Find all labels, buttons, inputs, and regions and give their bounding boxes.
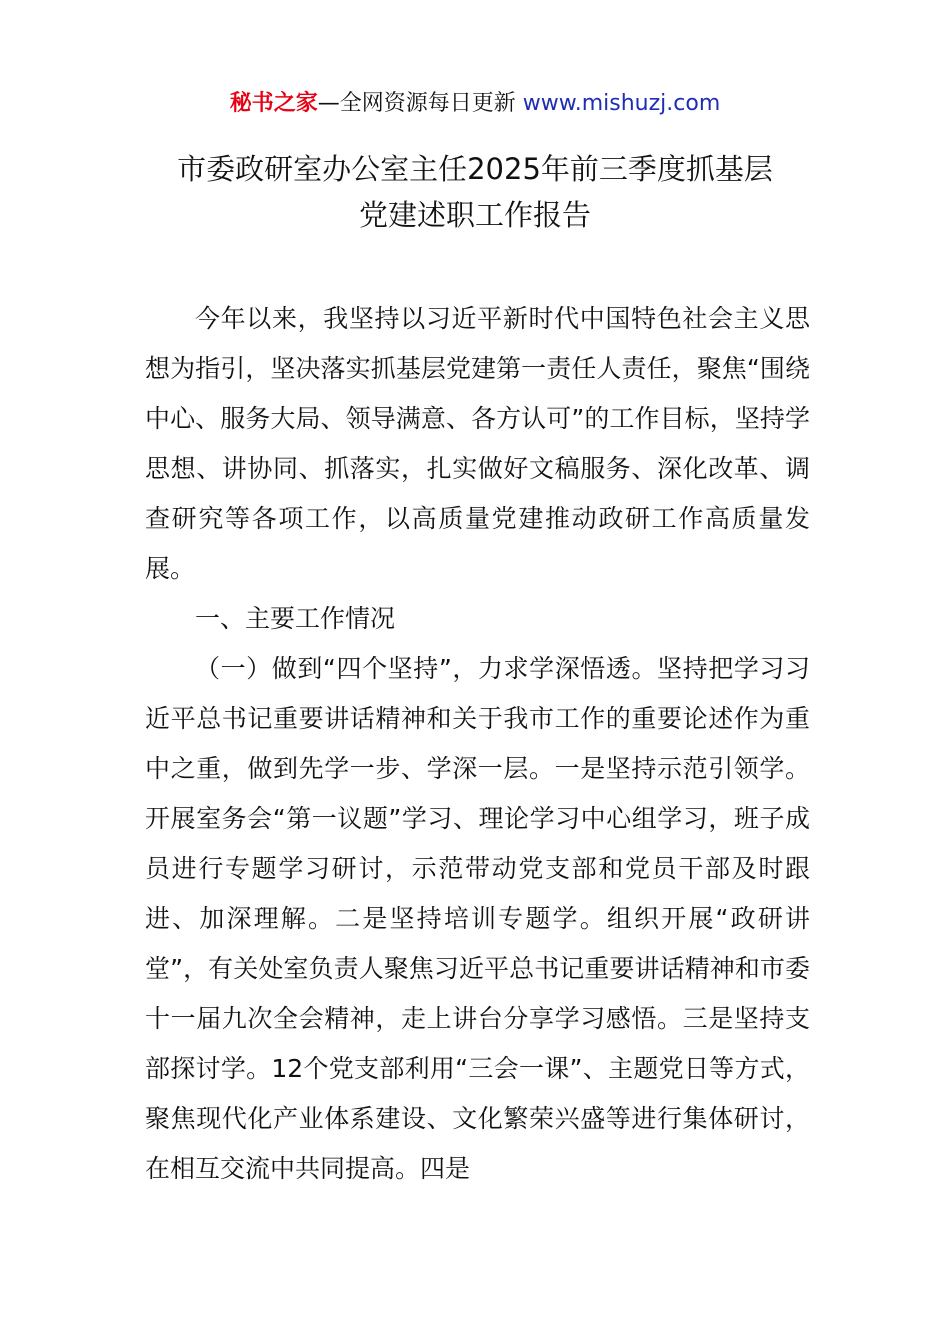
document-title: [100, 146, 850, 238]
document-body: [145, 294, 810, 1194]
intro-paragraph: 今年以来，我坚持以习近平新时代中国特色社会主义思想为指引，坚决落实抓基层党建第一责任人责任，聚焦“围绕中心、服务大局、领导满意、各方认可”的工作目标，坚持学思想、讲协同、抓落实，扎实做好文稿服务、深化改革、调查研究等各项工作，以高质量党建推动政研工作高质量发展。: [145, 304, 810, 583]
header-banner: [0, 86, 950, 122]
brand-name: 秘书之家: [229, 91, 318, 116]
banner-tagline: —全网资源每日更新: [317, 91, 516, 116]
section-heading: 一、主要工作情况: [195, 604, 396, 633]
title-line-2: 党建述职工作报告: [358, 198, 591, 232]
body-paragraph: （一）做到“四个坚持”，力求学深悟透。坚持把学习习近平总书记重要讲话精神和关于我市工作的重要论述作为重中之重，做到先学一步、学深一层。一是坚持示范引领学。开展室务会“第一议题”学习、理论学习中心组学习，班子成员进行专题学习研讨，示范带动党支部和党员干部及时跟进、加深理解。二是坚持培训专题学。组织开展“政研讲堂”，有关处室负责人聚焦习近平总书记重要讲话精神和市委十一届九次全会精神，走上讲台分享学习感悟。三是坚持支部探讨学。12个党支部利用“三会一课”、主题党日等方式，聚焦现代化产业体系建设、文化繁荣兴盛等进行集体研讨，在相互交流中共同提高。四是: [145, 654, 810, 1183]
site-url-link[interactable]: www.mishuzj.com: [522, 91, 721, 116]
title-line-1: 市委政研室办公室主任2025年前三季度抓基层: [177, 152, 773, 186]
